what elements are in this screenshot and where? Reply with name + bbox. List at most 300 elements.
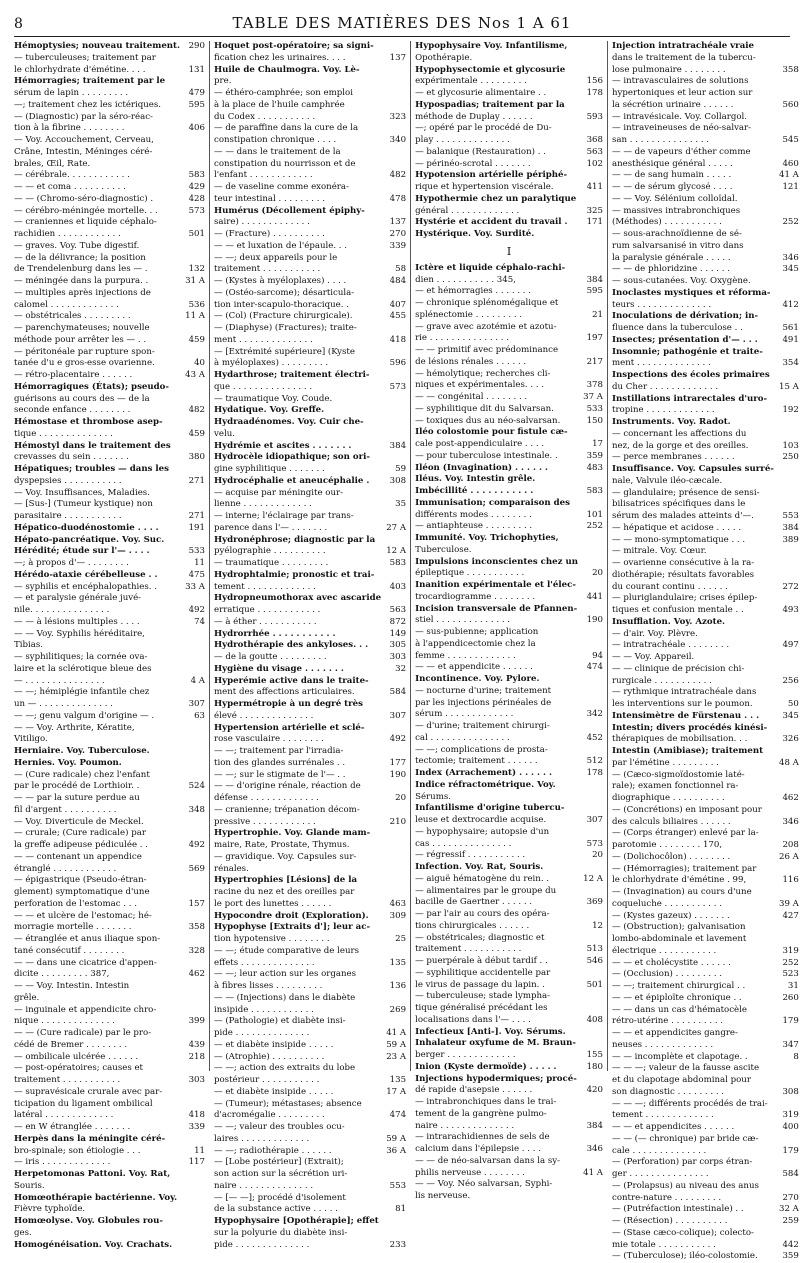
index-entry-page <box>578 194 603 206</box>
index-entry-page <box>774 347 799 359</box>
index-entry-page: 492 <box>188 605 205 615</box>
index-entry <box>415 662 603 674</box>
index-entry <box>14 276 205 288</box>
index-entry <box>612 828 799 840</box>
index-entry-page: 309 <box>389 910 407 921</box>
index-entry-text: niques et expérimentales. . . . <box>415 380 544 391</box>
index-entry-text: électrique . . . . . . . . . . . <box>612 945 717 956</box>
index-entry-page <box>381 1193 406 1205</box>
index-entry <box>415 850 603 862</box>
index-entry-text: à la place de l'huile camphrée <box>214 99 345 110</box>
index-entry-text: Hypocondre droit (Exploration). <box>214 910 369 921</box>
index-entry <box>14 934 205 946</box>
index-entry-text: sur la polyurie du diabète insi- <box>214 1227 348 1238</box>
index-entry <box>214 734 406 746</box>
index-entry-text: — (Tumeur); métastases; absence <box>214 1098 362 1109</box>
index-entry-page: 37 A <box>583 392 603 402</box>
index-entry <box>214 840 406 852</box>
index-entry <box>214 875 406 887</box>
index-entry <box>214 65 406 77</box>
index-entry <box>214 617 406 629</box>
index-entry-page: 872 <box>389 616 407 627</box>
index-entry-text: — obstétricales; diagnostic et <box>415 932 545 943</box>
index-entry-page: 20 <box>592 568 603 579</box>
index-entry <box>612 511 799 523</box>
index-entry-page <box>381 746 406 758</box>
index-entry-page <box>381 65 406 77</box>
index-entry-text: Inion (Kyste dermoïde) . . . . . <box>415 1061 557 1072</box>
index-entry <box>415 76 603 88</box>
index-entry-text: Hémoptysies; nouveau traitement. <box>14 41 180 51</box>
index-entry-page: 177 <box>389 757 407 768</box>
index-entry <box>415 521 603 533</box>
index-entry <box>14 711 205 723</box>
index-entry-text: Sérums. <box>415 791 451 802</box>
index-entry-text: — par l'air au cours des opéra- <box>415 909 550 919</box>
index-entry-text: — hypophysaire; autopsie d'un <box>415 826 550 837</box>
index-entry-page <box>180 1005 205 1017</box>
index-entry-page: 501 <box>188 229 205 239</box>
index-entry-page <box>381 1063 406 1075</box>
index-entry <box>415 1121 603 1133</box>
index-entry-text: Iléus. Voy. Intestin grêle. <box>415 474 536 485</box>
index-entry <box>14 88 205 100</box>
index-entry-page: 179 <box>782 1145 799 1156</box>
index-entry <box>415 545 603 557</box>
index-entry-page <box>578 1109 603 1121</box>
index-entry-page <box>381 699 406 711</box>
index-entry-text: — — dans une cicatrice d'appen- <box>14 957 157 968</box>
index-entry-text: morragie mortelle . . . . . . . <box>14 922 132 933</box>
index-entry-page: 553 <box>389 1180 407 1191</box>
index-entry <box>415 768 603 780</box>
index-entry-text: — régressif . . . . . . . . . . . <box>415 850 526 861</box>
index-entry <box>612 1016 799 1028</box>
index-entry-page: 462 <box>188 969 205 980</box>
index-entry-text: Inspections des écoles primaires <box>612 370 770 380</box>
index-entry-text: Hydarthrose; traitement électri- <box>214 370 370 380</box>
index-entry-page: 307 <box>389 710 407 721</box>
index-entry <box>415 217 603 229</box>
index-entry-page <box>774 194 799 206</box>
index-entry-text: — . . . . . . . . . . . . . . . <box>14 675 105 686</box>
index-entry <box>14 817 205 829</box>
index-entry-page: 131 <box>188 64 205 75</box>
index-entry-page: 380 <box>188 452 205 463</box>
index-entry <box>612 993 799 1005</box>
index-entry <box>214 147 406 159</box>
index-entry <box>214 1040 406 1052</box>
index-entry-page: 378 <box>586 380 603 391</box>
index-entry-text: teur intestinal . . . . . . . . . <box>214 193 325 204</box>
index-entry <box>214 159 406 171</box>
index-entry-text: tique généralisé précédant les <box>415 1003 548 1013</box>
index-entry-page: 136 <box>389 981 407 991</box>
index-entry <box>14 311 205 323</box>
index-entry-page: 4 A <box>190 675 205 686</box>
index-entry-text: nique . . . . . . . . . . . . . . <box>14 1016 115 1027</box>
index-entry-text: — intratrachéale . . . . . . . . <box>612 640 730 651</box>
index-entry-page: 121 <box>782 182 799 192</box>
index-entry-page: 342 <box>586 709 603 720</box>
index-entry-page: 523 <box>782 969 799 980</box>
index-entry <box>415 827 603 839</box>
index-entry <box>415 921 603 933</box>
index-entry-text: — —; valeur des troubles ocu- <box>214 1122 345 1132</box>
index-entry-page: 252 <box>782 957 799 968</box>
index-entry <box>415 897 603 909</box>
index-entry-text: de Trendelenburg dans les — . <box>14 264 148 275</box>
index-entry-page <box>180 911 205 923</box>
index-entry-text: coqueluche . . . . . . . . . . . <box>612 898 722 909</box>
index-entry-text: — (Col) (Fracture chirurgicale). <box>214 311 353 322</box>
index-entry-page: 560 <box>782 99 799 110</box>
index-entry <box>214 969 406 981</box>
index-entry-text: Hystérie et accident du travail . <box>415 217 568 228</box>
index-entry-text: — à éther . . . . . . . . . . . <box>214 616 317 627</box>
index-entry-text: cédé de Bremer . . . . . . . . <box>14 1039 128 1050</box>
index-entry-text: Injection intratrachéale vraie <box>612 41 754 51</box>
index-entry-text: Hyperémie active dans le traite- <box>214 675 369 686</box>
index-entry-page: 460 <box>782 158 799 169</box>
index-entry <box>612 1193 799 1205</box>
index-entry-page <box>774 652 799 664</box>
index-entry-page <box>381 41 406 53</box>
index-entry-text: — — de sang humain . . . . . <box>612 170 732 181</box>
index-entry-page: 596 <box>389 358 407 369</box>
index-entry-page <box>578 780 603 792</box>
index-entry-text: — — et appendicites . . . . . . <box>612 1122 735 1132</box>
index-entry-page: 41 A <box>778 170 799 181</box>
index-entry <box>415 486 603 498</box>
index-entry <box>612 946 799 958</box>
index-entry-page: 493 <box>782 605 799 615</box>
index-entry-page: 270 <box>782 1192 799 1203</box>
index-entry-text: — chronique splénomégalique et <box>415 298 559 308</box>
index-entry-page: 132 <box>188 264 205 275</box>
index-entry-text: — — Voy. Sélénium colloïdal. <box>612 193 738 204</box>
index-entry <box>214 1087 406 1099</box>
index-entry-page <box>381 253 406 265</box>
index-entry-text: — éthéro-camphrée; son emploi <box>214 88 353 98</box>
index-entry-text: nale, Valvule iléo-cæcale. <box>612 475 723 486</box>
index-entry-page: 25 <box>395 934 407 944</box>
index-entry <box>14 664 205 676</box>
index-entry-text: — de paraffine dans la cure de la <box>214 123 359 134</box>
index-entry <box>612 159 799 171</box>
index-entry-text: Homœolyse. Voy. Globules rou- <box>14 1216 163 1226</box>
index-entry-text: Incontinence. Voy. Pylore. <box>415 674 540 684</box>
index-entry <box>214 1005 406 1017</box>
index-entry-text: Inanition expérimentale et l'élec- <box>415 580 576 590</box>
index-entry-page <box>774 370 799 382</box>
index-entry-text: — hémolytique; recherches cli- <box>415 368 551 379</box>
index-entry-text: — — Voy. Arthrite, Kératite, <box>14 722 135 733</box>
index-entry-page: 26 A <box>778 851 799 862</box>
index-entry-text: de lésions rénales . . . . . . <box>415 356 527 367</box>
index-entry-page: 369 <box>586 897 603 908</box>
index-entry <box>415 100 603 112</box>
index-entry-page <box>774 1075 799 1087</box>
index-entry-page: 512 <box>586 756 603 767</box>
index-entry-page: 31 <box>787 981 799 991</box>
index-entry <box>14 922 205 934</box>
index-entry-text: maire, Rate, Prostate, Thymus. <box>214 840 350 850</box>
index-entry-page <box>578 170 603 182</box>
index-entry <box>415 286 603 298</box>
index-entry-text: trocardiogramme . . . . . . . . <box>415 591 536 602</box>
index-entry <box>14 441 205 453</box>
index-entry-text: — d'air. Voy. Plèvre. <box>612 628 698 639</box>
index-entry-page: 137 <box>389 217 407 228</box>
index-entry-text: du Codex . . . . . . . . . . . <box>214 111 316 122</box>
index-entry-page: 11 <box>194 558 205 568</box>
index-entry-text: — sous-cutanées. Voy. Oxygène. <box>612 276 751 286</box>
index-entry-page: 180 <box>586 1061 603 1072</box>
index-entry-text: Insomnie; pathogénie et traite- <box>612 346 763 357</box>
index-entry-text: — syphilis et encéphalopathies. . <box>14 581 157 592</box>
index-entry <box>612 899 799 911</box>
index-entry-page <box>774 288 799 300</box>
running-title: TABLE DES MATIÈRES DES Nos 1 A 61 <box>232 14 572 32</box>
index-entry <box>214 112 406 124</box>
index-entry-page: 384 <box>782 522 799 533</box>
index-entry <box>612 206 799 218</box>
index-entry-page <box>774 781 799 793</box>
index-entry <box>214 1193 406 1205</box>
index-entry <box>14 452 205 464</box>
index-entry <box>612 1157 799 1169</box>
index-entry-page: 27 A <box>386 522 407 533</box>
index-entry <box>14 347 205 359</box>
index-entry-page <box>180 1181 205 1193</box>
index-entry <box>612 394 799 406</box>
index-entry-text: — Voy. Accouchement, Cerveau, <box>14 135 154 145</box>
index-entry-page: 345 <box>782 710 799 721</box>
index-entry <box>415 1062 603 1074</box>
index-entry <box>214 805 406 817</box>
index-entry-text: nez, de la gorge et des oreilles. <box>612 440 749 451</box>
index-entry-text: — (Pathologie) et diabète insi- <box>214 1016 346 1027</box>
index-entry-text: fication chez les urinaires. . . . <box>214 52 346 63</box>
index-entry <box>612 1134 799 1146</box>
index-entry-page: 116 <box>782 875 799 886</box>
index-entry-page: 155 <box>586 1050 603 1060</box>
section-divider: I <box>506 244 512 258</box>
index-entry-text: tion à la fibrine . . . . . . . . <box>14 123 125 134</box>
index-entry-page <box>578 933 603 945</box>
index-entry-page <box>180 758 205 770</box>
index-entry-page: 35 <box>395 499 407 510</box>
index-entry-text: — iris . . . . . . . . . . . . . <box>14 1157 111 1168</box>
index-entry-text: Ictère et liquide céphalo-rachi- <box>415 262 566 273</box>
index-entry <box>214 488 406 500</box>
index-entry <box>214 429 406 441</box>
index-entry-text: — (Cæco-sigmoïdostomie laté- <box>612 769 745 780</box>
index-entry <box>14 840 205 852</box>
index-entry-text: — — (Chromo-séro-diagnostic) . <box>14 193 154 204</box>
index-entry-page <box>578 369 603 381</box>
index-entry <box>214 417 406 429</box>
index-entry-text: — — Voy. Syphilis héréditaire, <box>14 628 145 639</box>
index-entry <box>214 1110 406 1122</box>
index-entry <box>14 358 205 370</box>
index-entry <box>214 53 406 65</box>
index-entry-text: — Voy. Diverticule de Meckel. <box>14 816 144 827</box>
index-entry-text: élevé . . . . . . . . . . . . . . <box>214 710 314 721</box>
index-entry-text: tion inter-scapulo-thoracique. . <box>214 299 349 310</box>
index-columns <box>14 41 799 1262</box>
index-entry-text: Injections hypodermiques; procé- <box>415 1073 577 1084</box>
index-entry-page: 250 <box>782 452 799 463</box>
index-entry-page: 479 <box>188 88 205 98</box>
index-entry-text: Insuffisance. Voy. Capsules surré- <box>612 464 774 474</box>
index-entry-text: rum salvarsanisé in vitro dans <box>612 240 744 251</box>
index-entry <box>612 370 799 382</box>
index-entry-text: Immunité. Voy. Trichophyties, <box>415 533 559 543</box>
index-entry <box>214 958 406 970</box>
index-entry-text: — — et cholécystite . . . . . . <box>612 957 731 968</box>
index-entry-page <box>578 123 603 135</box>
index-entry-page: 218 <box>188 1051 205 1062</box>
index-entry <box>14 593 205 605</box>
index-entry-text: latéral . . . . . . . . . . . . . <box>14 1110 114 1121</box>
index-entry <box>415 1191 603 1203</box>
index-entry-text: rie . . . . . . . . . . . . . . . <box>415 333 509 344</box>
index-entry <box>14 170 205 182</box>
index-entry-text: — —; traitement chirurgical . . <box>612 981 746 991</box>
index-entry-page <box>381 593 406 605</box>
index-entry <box>214 76 406 88</box>
index-entry-text: — — et appendicite . . . . . . <box>415 662 533 673</box>
index-entry-text: — (Hémorragies); traitement par <box>612 863 757 874</box>
index-entry-page: 20 <box>395 793 407 803</box>
index-entry-page <box>180 723 205 735</box>
index-entry-text: Homœothérapie bactérienne. Voy. <box>14 1192 178 1203</box>
index-entry <box>214 1240 406 1252</box>
index-entry-text: — (Perforation) par corps étran- <box>612 1157 753 1168</box>
index-entry-text: — — et coma . . . . . . . . . . <box>14 182 126 192</box>
index-entry-text: à myéloplaxes) . . . . . . . . . <box>214 358 329 369</box>
index-entry-page <box>578 474 603 486</box>
index-entry-text: ment . . . . . . . . . . . . . . <box>612 358 711 369</box>
index-entry-page <box>180 1169 205 1181</box>
index-entry-text: tique . . . . . . . . . . . . . . <box>14 428 113 439</box>
index-entry-page <box>578 345 603 357</box>
index-entry <box>612 253 799 265</box>
index-entry <box>612 640 799 652</box>
index-entry-text: — et hémorragies . . . . . . . <box>415 286 531 297</box>
index-entry-page <box>774 476 799 488</box>
index-entry-page: 406 <box>188 123 205 134</box>
index-entry <box>612 617 799 629</box>
index-entry <box>214 511 406 523</box>
index-entry-text: — pluriglandulaire; crises épilep- <box>612 593 758 604</box>
index-entry-page: 290 <box>188 41 205 51</box>
index-entry-text: — —; traitement par l'irradia- <box>214 746 344 756</box>
index-entry-page: 11 A <box>185 311 205 322</box>
index-entry-page: 178 <box>586 88 603 98</box>
index-entry-page: 270 <box>389 229 407 239</box>
index-entry-text: — (Stase cæco-colique); colecto- <box>612 1227 754 1238</box>
index-entry-text: fluence dans la tuberculose . . <box>612 323 743 333</box>
index-entry <box>14 1193 205 1205</box>
index-entry-page: 483 <box>586 462 603 473</box>
index-entry-page <box>774 123 799 135</box>
index-entry-text: — de la goutte . . . . . . . . . <box>214 652 327 662</box>
index-entry-page <box>381 1016 406 1028</box>
index-entry <box>214 864 406 876</box>
index-entry-page <box>774 276 799 288</box>
index-entry-page <box>381 182 406 194</box>
index-entry-page <box>381 147 406 159</box>
index-entry <box>415 404 603 416</box>
index-entry-text: Insectes; présentation d'— . . . <box>612 334 758 345</box>
index-entry-page <box>774 1005 799 1017</box>
index-entry <box>415 745 603 757</box>
index-entry-page <box>774 311 799 323</box>
index-entry-text: — — de vapeurs d'éther comme <box>612 146 751 157</box>
index-entry <box>415 498 603 510</box>
index-entry <box>214 993 406 1005</box>
index-entry-text: guérisons au cours des — de la <box>14 393 150 404</box>
index-entry <box>612 958 799 970</box>
index-entry <box>214 206 406 218</box>
index-entry-text: de la substance active . . . . . <box>214 1204 338 1215</box>
index-entry-text: parasitaire . . . . . . . . . . . <box>14 511 122 521</box>
index-entry-text: Inoclastes mystiques et réforma- <box>612 287 771 298</box>
index-entry-page <box>180 887 205 899</box>
index-entry-page <box>381 840 406 852</box>
index-entry-text: défense . . . . . . . . . . . . . <box>214 793 319 803</box>
index-entry <box>214 828 406 840</box>
index-entry-text: — (Kystes gazeux) . . . . . . . <box>612 910 730 921</box>
index-entry-page <box>381 828 406 840</box>
index-entry-text: — —; radiothérapie . . . . . . <box>214 1145 332 1156</box>
index-entry-text: — — clinique de précision chi- <box>612 663 745 674</box>
index-entry-text: Hydrocéphalie et aneucéphalie . <box>214 475 370 486</box>
index-entry-page: 150 <box>586 415 603 426</box>
index-entry-page: 323 <box>389 111 407 122</box>
index-entry-text: — (Corps étranger) enlevé par la- <box>612 828 759 839</box>
index-entry-page <box>180 1193 205 1205</box>
index-entry-text: — [Lobe postérieur] (Extrait); <box>214 1157 344 1168</box>
index-entry-page <box>578 604 603 616</box>
index-entry-page <box>381 323 406 335</box>
index-entry-page <box>578 686 603 698</box>
index-entry-page <box>180 382 205 394</box>
index-entry-page <box>774 229 799 241</box>
index-entry <box>14 1169 205 1181</box>
index-entry-page: 23 A <box>386 1051 407 1062</box>
index-entry-text: par le procédé de Lorthioir. . <box>14 781 140 792</box>
index-entry-page <box>381 969 406 981</box>
index-entry-page: 474 <box>586 662 603 673</box>
index-entry-text: Hérédo-ataxie cérébelleuse . . <box>14 569 158 580</box>
index-entry-page: 573 <box>389 381 407 392</box>
index-entry <box>14 1110 205 1122</box>
index-entry-page: 63 <box>194 710 205 721</box>
index-entry <box>415 1179 603 1191</box>
index-entry-text: thérapiques de mobilisation. . . <box>612 734 748 745</box>
index-entry <box>415 815 603 827</box>
index-entry-page: 74 <box>194 616 205 627</box>
index-entry <box>214 946 406 958</box>
index-entry <box>415 310 603 322</box>
index-entry-page: 583 <box>188 170 205 181</box>
index-entry-page: 190 <box>586 615 603 626</box>
index-entry <box>415 112 603 124</box>
